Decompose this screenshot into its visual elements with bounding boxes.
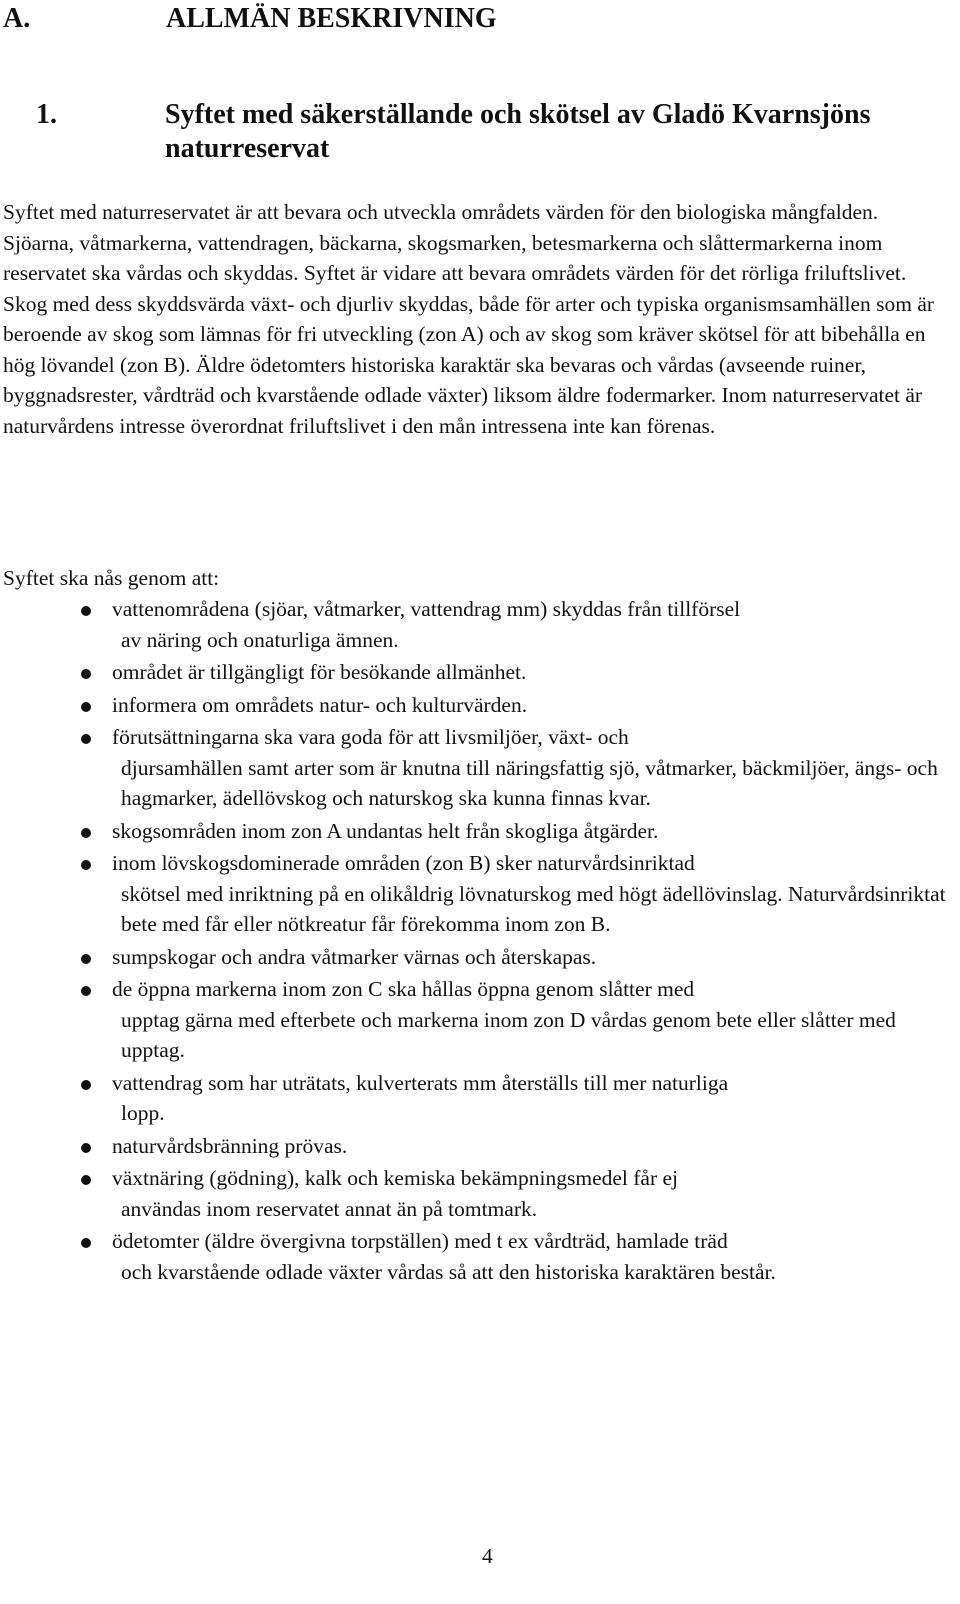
section-number: A. [3,3,31,34]
list-item-first-line: sumpskogar och andra våtmarker värnas och återskapas. [112,944,597,969]
bullet-icon [81,954,91,964]
list-lead: Syftet ska nås genom att: [3,566,220,590]
list-item [0,848,948,940]
bullet-icon [81,860,91,870]
subsection-heading [3,98,948,166]
list-item-first-line: ödetomter (äldre övergivna torpställen) med t ex vårdträd, hamlade träd [112,1229,728,1253]
purpose-list [0,594,948,1289]
list-item [0,722,948,814]
bullet-icon [81,702,91,712]
bullet-icon [81,669,91,679]
list-item-first-line: vattenområdena (sjöar, våtmarker, vattendrag mm) skyddas från tillförsel [112,597,741,621]
bullet-icon [81,1175,91,1185]
bullet-icon [81,734,91,744]
list-item [0,594,948,655]
list-item-continuation: upptag gärna med efterbete och markerna inom zon D vårdas genom bete eller slåtter med upptag. [121,1007,896,1062]
list-item [0,816,948,847]
list-item-continuation: skötsel med inriktning på en olikåldrig lövnaturskog med högt ädellövinslag. Naturvårdsinriktat bete med får eller nötkreatur får förekomma inom zon B. [121,881,946,936]
bullet-icon [81,606,91,616]
list-item-first-line: området är tillgängligt för besökande allmänhet. [112,660,527,684]
list-item [0,657,948,688]
bullet-icon [81,1238,91,1248]
list-item-continuation: av näring och onaturliga ämnen. [121,627,399,652]
bullet-icon [81,1080,91,1090]
list-item [0,974,948,1066]
list-item-continuation: djursamhällen samt arter som är knutna till näringsfattig sjö, våtmarker, bäckmiljöer, ängs- och hagmarker, ädellövskog och naturskog ska kunna finnas kvar. [121,755,938,810]
list-item-first-line: växtnäring (gödning), kalk och kemiska bekämpningsmedel får ej [112,1166,679,1190]
list-item-continuation: användas inom reservatet annat än på tomtmark. [121,1196,538,1221]
subsection-title: Syftet med säkerställande och skötsel av Gladö Kvarnsjöns naturreservat [165,99,871,164]
list-item-first-line: skogsområden inom zon A undantas helt från skogliga åtgärder. [112,818,659,843]
bullet-icon [81,828,91,838]
list-item-continuation: och kvarstående odlade växter vårdas så att den historiska karaktären består. [121,1259,776,1284]
subsection-number: 1. [36,99,57,130]
bullet-icon [81,1143,91,1153]
list-item-first-line: informera om områdets natur- och kulturvärden. [112,692,528,717]
list-item [0,1163,948,1224]
list-item-first-line: vattendrag som har uträtats, kulverterats mm återställs till mer naturliga [112,1070,729,1095]
list-item [0,690,948,721]
bullet-icon [81,986,91,996]
list-item-first-line: naturvårdsbränning prövas. [112,1133,348,1158]
list-item [0,1131,948,1162]
page-number: 4 [482,1544,493,1568]
list-item-first-line: förutsättningarna ska vara goda för att livsmiljöer, växt- och [112,725,629,749]
list-item-first-line: de öppna markerna inom zon C ska hållas öppna genom slåtter med [112,977,695,1001]
list-item-continuation: lopp. [121,1101,165,1125]
list-item [0,942,948,973]
list-item [0,1068,948,1129]
list-item-first-line: inom lövskogsdominerade områden (zon B) sker naturvårdsinriktad [112,851,695,875]
section-heading [3,2,497,36]
list-item [0,1226,948,1287]
intro-paragraph: Syftet med naturreservatet är att bevara och utveckla områdets värden för den biologiska mångfalden. Sjöarna, våtmarkerna, vattendragen, bäckarna, skogsmarken, betesmarkerna och slåttermarkerna inom reservatet ska vårdas och skyddas. Syftet är vidare att bevara områdets värden för det rörliga friluftslivet. Skog med dess skyddsvärda växt- och djurliv skyddas, både för arter och typiska organismsamhällen som är beroende av skog som lämnas för fri utveckling (zon A) och av skog som kräver skötsel för att bibehålla en hög lövandel (zon B). Äldre ödetomters historiska karaktär ska bevaras och vårdas (avseende ruiner, byggnadsrester, vårdträd och kvarstående odlade växter) liksom äldre fodermarker. Inom naturreservatet är naturvårdens intresse överordnat friluftslivet i den mån intressena inte kan förenas. [3,200,935,438]
section-title: ALLMÄN BESKRIVNING [166,3,497,34]
